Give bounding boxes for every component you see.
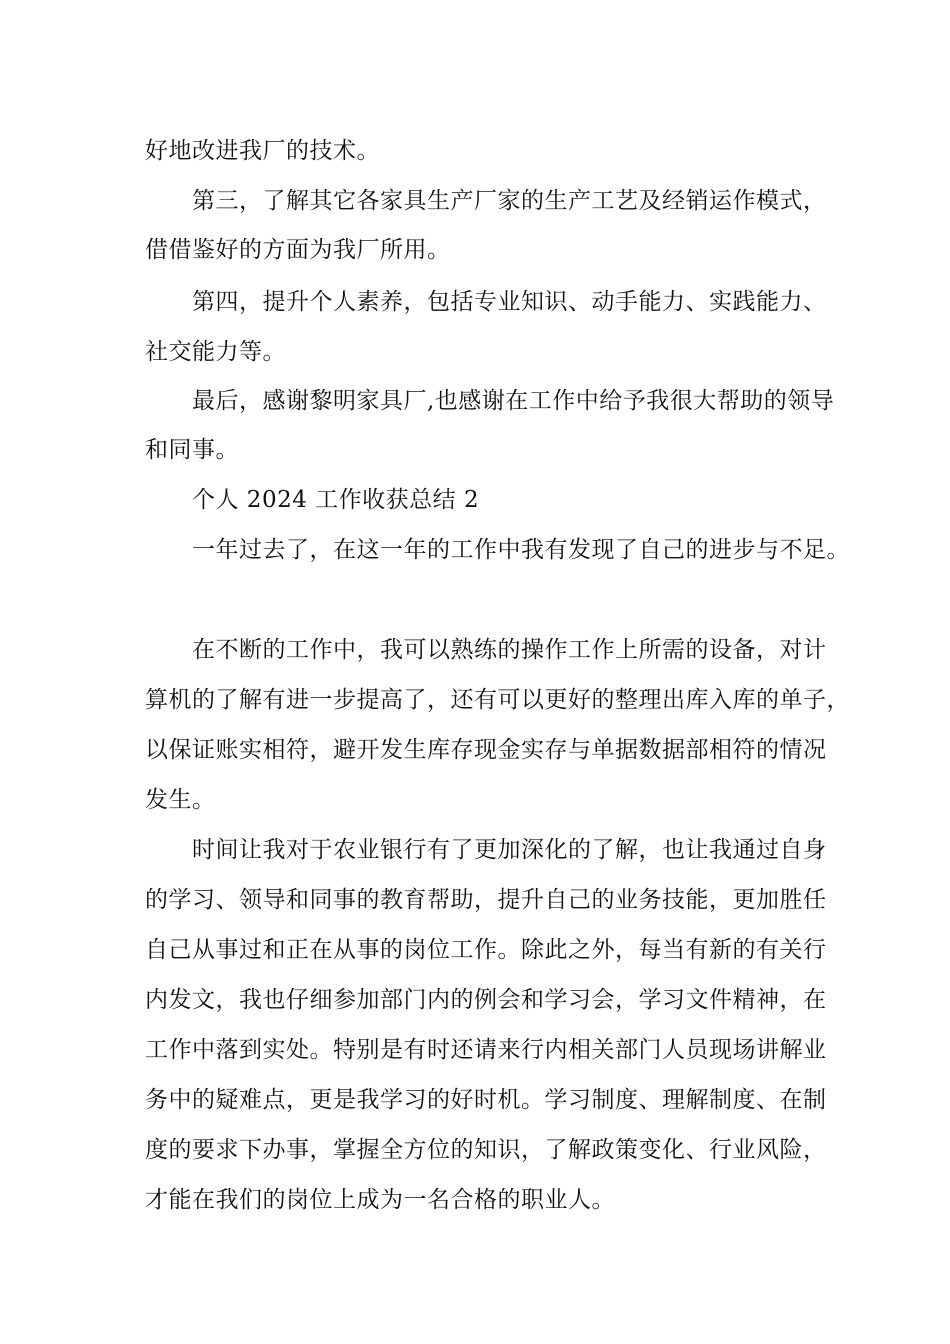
- text-line: 第三，了解其它各家具生产厂家的生产工艺及经销运作模式，: [192, 188, 827, 214]
- text-line: 务中的疑难点，更是我学习的好时机。学习制度、理解制度、在制: [145, 1087, 827, 1113]
- text-line: 的学习、领导和同事的教育帮助，提升自己的业务技能，更加胜任: [145, 887, 827, 913]
- text-line: 一年过去了，在这一年的工作中我有发现了自己的进步与不足。: [192, 537, 850, 563]
- text-line: 发生。: [145, 787, 216, 813]
- text-line: 度的要求下办事，掌握全方位的知识，了解政策变化、行业风险，: [145, 1137, 827, 1163]
- text-line: 社交能力等。: [145, 339, 286, 365]
- text-line: 才能在我们的岗位上成为一名合格的职业人。: [145, 1187, 615, 1213]
- text-line: 工作中落到实处。特别是有时还请来行内相关部门人员现场讲解业: [145, 1037, 827, 1063]
- text-line: 算机的了解有进一步提高了，还有可以更好的整理出库入库的单子，: [145, 687, 850, 713]
- text-line: 好地改进我厂的技术。: [145, 138, 380, 164]
- text-line: 自己从事过和正在从事的岗位工作。除此之外，每当有新的有关行: [145, 937, 827, 963]
- text-line: 在不断的工作中，我可以熟练的操作工作上所需的设备，对计: [192, 637, 827, 663]
- section-heading: 个人 2024 工作收获总结 2: [192, 487, 480, 513]
- text-line: 内发文，我也仔细参加部门内的例会和学习会，学习文件精神，在: [145, 987, 827, 1013]
- text-line: 和同事。: [145, 437, 239, 463]
- text-line: 借借鉴好的方面为我厂所用。: [145, 237, 451, 263]
- text-line: 最后，感谢黎明家具厂,也感谢在工作中给予我很大帮助的领导: [192, 388, 835, 414]
- text-line: 以保证账实相符，避开发生库存现金实存与单据数据部相符的情况: [145, 737, 827, 763]
- text-line: 第四，提升个人素养，包括专业知识、动手能力、实践能力、: [192, 289, 827, 315]
- text-line: 时间让我对于农业银行有了更加深化的了解，也让我通过自身: [192, 837, 827, 863]
